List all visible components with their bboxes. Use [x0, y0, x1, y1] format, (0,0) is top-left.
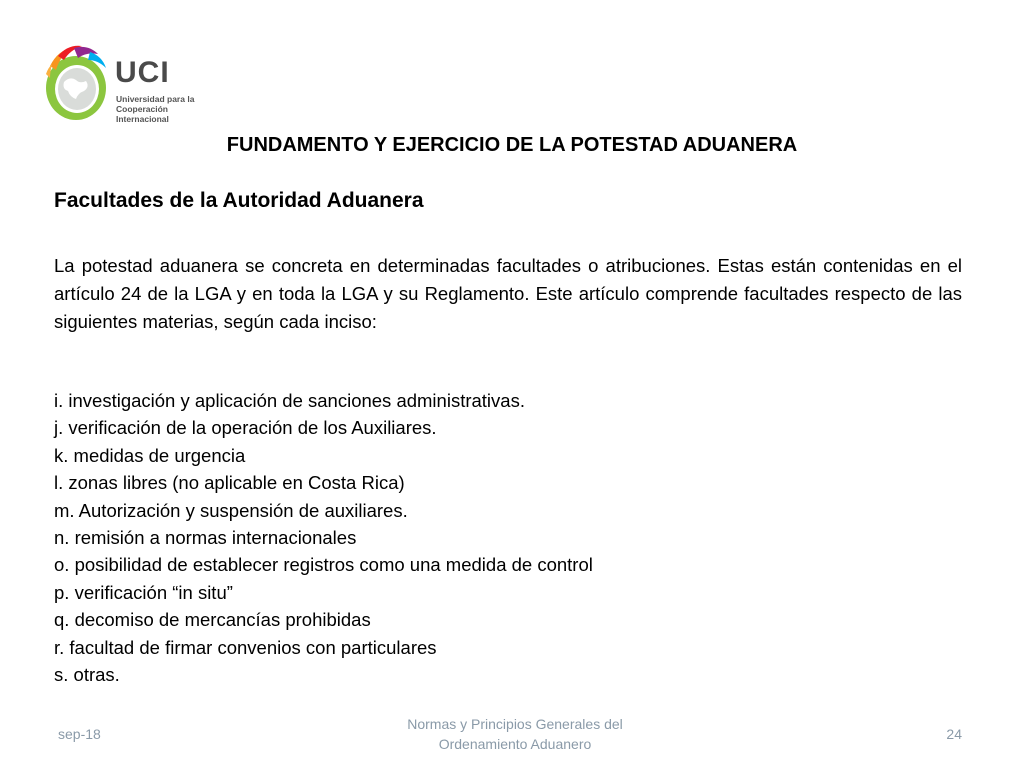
slide-subtitle: Facultades de la Autoridad Aduanera [54, 189, 424, 212]
facultades-list [54, 387, 974, 688]
logo-subtitle: Universidad para la Cooperación Internacional [116, 94, 195, 124]
list-item: l. zonas libres (no aplicable en Costa Rica) [54, 472, 405, 494]
logo-wordmark: UCI [115, 56, 170, 89]
list-item: r. facultad de firmar convenios con particulares [54, 636, 437, 658]
list-item: i. investigación y aplicación de sanciones administrativas. [54, 390, 525, 411]
list-item: m. Autorización y suspensión de auxiliares. [54, 499, 408, 521]
list-item: p. verificación “in situ” [54, 581, 233, 603]
list-item: s. otras. [54, 664, 120, 686]
list-item: j. verificación de la operación de los Auxiliares. [54, 417, 437, 439]
uci-globe-icon [40, 44, 116, 126]
slide-title: FUNDAMENTO Y EJERCICIO DE LA POTESTAD ADUANERA [226, 134, 798, 156]
footer-date: sep-18 [58, 726, 101, 742]
footer-page-number: 24 [946, 726, 962, 742]
list-item: q. decomiso de mercancías prohibidas [54, 609, 371, 631]
intro-paragraph: La potestad aduanera se concreta en determinadas facultades o atribuciones. Estas están contenidas en el artículo 24 de la LGA y en toda la LGA y su Reglamento. Este artículo comprende facultades respecto de las siguientes materias, según cada inciso: [54, 255, 962, 332]
footer-title: Normas y Principios Generales del Ordenamiento Aduanero [407, 716, 623, 752]
list-item: n. remisión a normas internacionales [54, 527, 357, 549]
list-item: k. medidas de urgencia [54, 444, 246, 466]
list-item: o. posibilidad de establecer registros como una medida de control [54, 554, 593, 576]
uci-logo [40, 44, 220, 126]
